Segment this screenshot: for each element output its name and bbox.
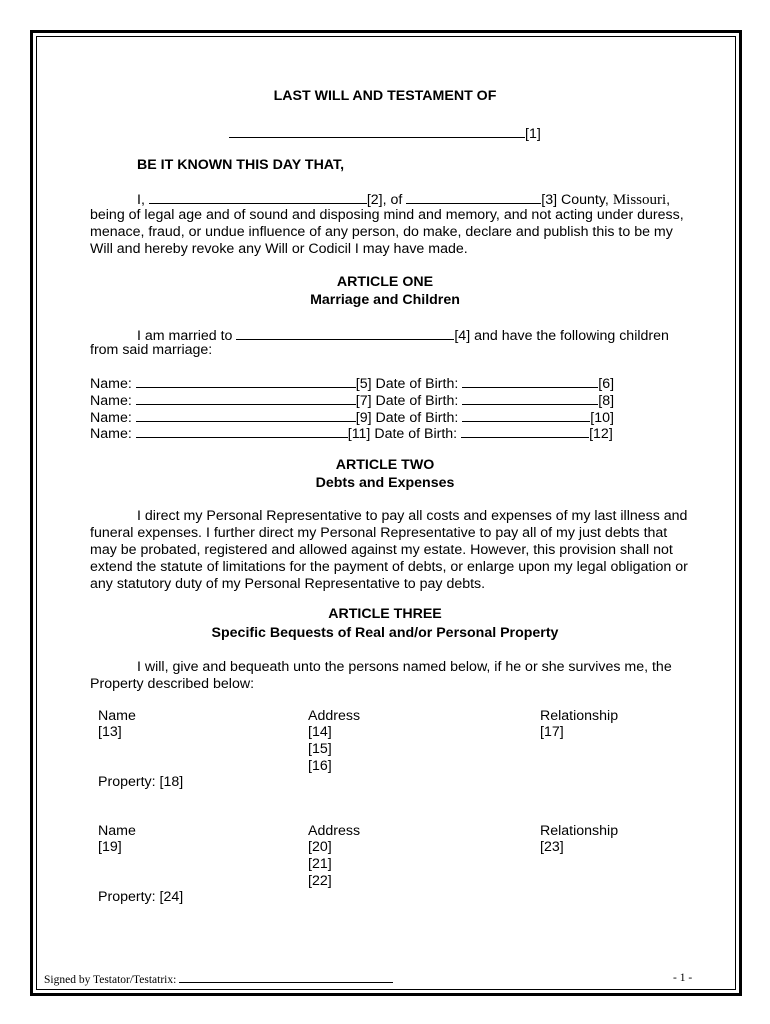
document-title: LAST WILL AND TESTAMENT OF	[273, 88, 497, 104]
child-dob-ref: [12]	[589, 426, 613, 442]
testator-name-field[interactable]	[229, 124, 541, 143]
bequest-address-ref[interactable]: [15]	[308, 741, 332, 757]
be-it-known-heading: BE IT KNOWN THIS DAY THAT,	[137, 157, 345, 173]
debts-line: extend the statute of limitations for the payment of debts, or enlarge upon my legal obligation or	[90, 559, 688, 575]
article-two-subheading: Debts and Expenses	[315, 475, 455, 491]
field-ref-2: [2], of	[366, 192, 403, 208]
from-marriage-line: from said marriage:	[90, 342, 213, 358]
bequest-name-ref[interactable]: [13]	[98, 724, 122, 740]
state-comma: ,	[666, 192, 671, 208]
child-name-blank[interactable]	[136, 424, 348, 438]
child-dob-ref: [8]	[598, 393, 615, 409]
bequest-name-ref[interactable]: [19]	[98, 839, 122, 855]
county-blank[interactable]	[406, 190, 541, 204]
child-dob-blank[interactable]	[461, 424, 589, 438]
child-dob-ref: [6]	[598, 376, 615, 392]
intro-line-2: being of legal age and of sound and disposing mind and memory, and not acting under duress,	[90, 207, 684, 223]
child-dob-label: Date of Birth:	[375, 410, 459, 426]
article-three-subheading: Specific Bequests of Real and/or Personal Property	[211, 625, 559, 641]
bequest-intro-line: Property described below:	[90, 676, 255, 692]
bequest-address-label: Address	[308, 823, 361, 839]
bequest-property[interactable]: Property: [18]	[98, 774, 184, 790]
child-dob-label: Date of Birth:	[375, 376, 459, 392]
intro-i: I,	[137, 192, 145, 208]
article-three-heading: ARTICLE THREE	[328, 606, 442, 622]
bequest-address-ref[interactable]: [20]	[308, 839, 332, 855]
state-name: Missouri	[612, 192, 667, 208]
intro-line-3: menace, fraud, or undue influence of any person, do make, declare and publish this to be my	[90, 224, 673, 240]
field-ref-3: [3] County,	[541, 192, 609, 208]
child-name-ref: [11]	[347, 426, 371, 442]
page-number: - 1 -	[673, 972, 693, 984]
child-name-ref: [5]	[355, 376, 372, 392]
article-two-heading: ARTICLE TWO	[335, 457, 435, 473]
child-dob-label: Date of Birth:	[374, 426, 458, 442]
child-name-blank[interactable]	[136, 374, 356, 388]
child-dob-label: Date of Birth:	[375, 393, 459, 409]
child-name-label: Name:	[90, 393, 132, 409]
intro-line-4: Will and hereby revoke any Will or Codicil I may have made.	[90, 241, 468, 257]
child-dob-ref: [10]	[590, 410, 614, 426]
article-one-heading: ARTICLE ONE	[336, 274, 434, 290]
bequest-name-label: Name	[98, 708, 136, 724]
bequest-relationship-label: Relationship	[540, 823, 619, 839]
married-to-label: I am married to	[137, 328, 233, 344]
bequest-relationship-label: Relationship	[540, 708, 619, 724]
child-name-label: Name:	[90, 376, 132, 392]
bequest-relationship-ref[interactable]: [23]	[540, 839, 564, 855]
married-line	[137, 326, 669, 345]
signature-line	[44, 972, 393, 986]
bequest-property[interactable]: Property: [24]	[98, 889, 184, 905]
bequest-address-ref[interactable]: [16]	[308, 758, 332, 774]
bequest-address-label: Address	[308, 708, 361, 724]
child-name-blank[interactable]	[136, 391, 356, 405]
signature-blank[interactable]	[179, 972, 393, 983]
bequest-address-ref[interactable]: [14]	[308, 724, 332, 740]
testator-name-blank[interactable]	[149, 190, 367, 204]
field-ref-1: [1]	[525, 126, 541, 142]
debts-line: any statutory duty of my Personal Representative to pay debts.	[90, 576, 486, 592]
bequest-relationship-ref[interactable]: [17]	[540, 724, 564, 740]
child-name-ref: [9]	[355, 410, 372, 426]
child-row	[90, 424, 613, 443]
bequest-address-ref[interactable]: [21]	[308, 856, 332, 872]
signed-by-label: Signed by Testator/Testatrix:	[44, 974, 177, 986]
child-dob-blank[interactable]	[462, 391, 598, 405]
child-dob-blank[interactable]	[462, 374, 598, 388]
child-name-blank[interactable]	[136, 408, 356, 422]
bequest-name-label: Name	[98, 823, 136, 839]
article-one-subheading: Marriage and Children	[310, 292, 460, 308]
child-dob-blank[interactable]	[462, 408, 590, 422]
spouse-blank[interactable]	[236, 326, 454, 340]
debts-line: may be probated, registered and allowed against my estate. However, this provision shall not	[90, 542, 673, 558]
bequest-address-ref[interactable]: [22]	[308, 873, 332, 889]
child-name-label: Name:	[90, 410, 132, 426]
debts-line: I direct my Personal Representative to pay all costs and expenses of my last illness and	[137, 508, 688, 524]
child-name-label: Name:	[90, 426, 132, 442]
bequest-intro-line: I will, give and bequeath unto the persons named below, if he or she survives me, the	[137, 659, 672, 675]
child-name-ref: [7]	[355, 393, 372, 409]
field-ref-4: [4] and have the following children	[454, 328, 669, 344]
debts-line: funeral expenses. I further direct my Personal Representative to pay all of my just debts that	[90, 525, 668, 541]
testator-name-line	[229, 124, 525, 138]
